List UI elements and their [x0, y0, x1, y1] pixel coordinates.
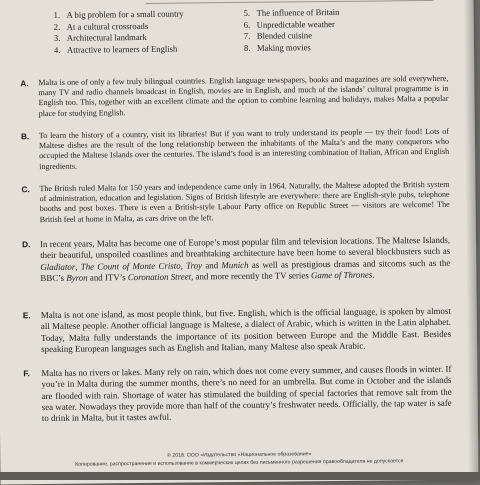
paragraph-a — [38, 74, 448, 119]
paragraph-letter: A. — [20, 78, 28, 88]
paragraph-text: In recent years, Malta has become one of Europe’s most popular film and television locations. The Maltese Islands, their beautiful, unspoiled coastlines and breathtaking architecture have been home to several blockbusters such as Gladiator, The Count of Monte Cristo, Troy and Munich as well as prestigious dramas and sitcoms such as the BBC’s Byron and ITV’s Coronation Street, and more recently the TV series Game of Thrones. — [40, 235, 450, 284]
heading-number: 8. — [244, 43, 257, 55]
paragraph-letter: C. — [21, 184, 29, 194]
paragraph-text: Malta is not one island, as most people think, but five. English, which is the official language, is spoken by almost all Maltese people. Another official language is Maltese, a dialect of Arabic, which is written in the Latin alphabet. Today, Malta fully understands the importance of its position between Europe and the Middle East. Besides speaking European languages such as English and Italian, many Maltese also speak Arabic. — [41, 306, 451, 355]
paragraph-text: Malta is one of only a few truly bilingual countries. English language newspapers, books and magazines are sold everywhere, many TV and radio channels broadcast in English, movies are in English, and much of the islands’ cultural programme is in English too. This, together with an excellent climate and the option to combine learning and holidays, makes Malta a popular place for studying English. — [38, 74, 448, 119]
heading-number: 3. — [54, 33, 67, 45]
heading-text: A big problem for a small country — [67, 9, 184, 20]
paragraph-text: Malta has no rivers or lakes. Many rely on rain, which does not come every summer, and causes floods in winter. If you’re in Malta during the summer months, there’s no need for an umbrella. But come in October and the islands are flooded with rain. Shortage of water has stimulated the building of special factories that remove salt from the sea water. Nowadays they provide more than half of the country’s freshwater needs. Officially, the tap water is safe to drink in Malta, but it tastes awful. — [41, 364, 452, 425]
paragraph-d — [40, 235, 450, 284]
heading-item — [54, 43, 244, 57]
paragraph-c — [39, 180, 449, 225]
paragraph-letter: F. — [23, 368, 30, 379]
heading-text: Making movies — [257, 42, 311, 53]
heading-text: Attractive to learners of English — [67, 43, 177, 54]
paragraph-e — [41, 306, 451, 355]
paragraph-letter: D. — [22, 239, 30, 250]
heading-number: 7. — [244, 31, 257, 43]
heading-number: 4. — [54, 45, 67, 57]
paragraph-letter: B. — [21, 131, 29, 141]
headings-list — [54, 6, 454, 57]
heading-item — [244, 41, 434, 55]
paragraph-letter: E. — [23, 310, 31, 321]
footer-notice: Копирование, распространение и использование в коммерческих целях без письменного разрешения правообладателя не допускается — [0, 457, 478, 468]
heading-number: 2. — [54, 21, 67, 33]
heading-text: Blended cuisine — [257, 30, 312, 41]
paragraph-text: To learn the history of a country, visit its libraries! But if you want to truly understand its people — try their food! Lots of Maltese dishes are the result of the long relationship between the inhabitants of the Malta’s and the many conquerors who occupied the Maltese Islands over the centuries. The island’s food is an interesting combination of Italian, African and English ingredients. — [39, 127, 449, 172]
heading-number: 5. — [244, 8, 257, 20]
desk-background — [0, 472, 480, 480]
footer-copyright: © 2018. ООО «Издательство «Национальное образование» — [0, 449, 478, 460]
heading-text: Architectural landmark — [67, 32, 147, 43]
paragraph-text: The British ruled Malta for 150 years and independence came only in 1964. Naturally, the Maltese adopted the British system of administration, education and legislation. Signs of British lifestyle are everywhere: there are English-style pubs, telephone booths and post boxes. There is even a British-style Labour Party office on Republic Street — visitors are welcome! The British feel at home in Malta, as cars drive on the left. — [39, 180, 449, 225]
page-edge-shadow — [463, 0, 478, 474]
paragraph-f — [41, 364, 452, 425]
heading-number: 1. — [54, 10, 67, 22]
heading-text: The influence of Britain — [257, 7, 340, 18]
paragraph-b — [39, 127, 449, 172]
heading-text: Unpredictable weather — [257, 19, 335, 30]
page-top-rule — [145, 0, 433, 4]
heading-text: At a cultural crossroads — [67, 21, 148, 32]
heading-number: 6. — [244, 19, 257, 31]
